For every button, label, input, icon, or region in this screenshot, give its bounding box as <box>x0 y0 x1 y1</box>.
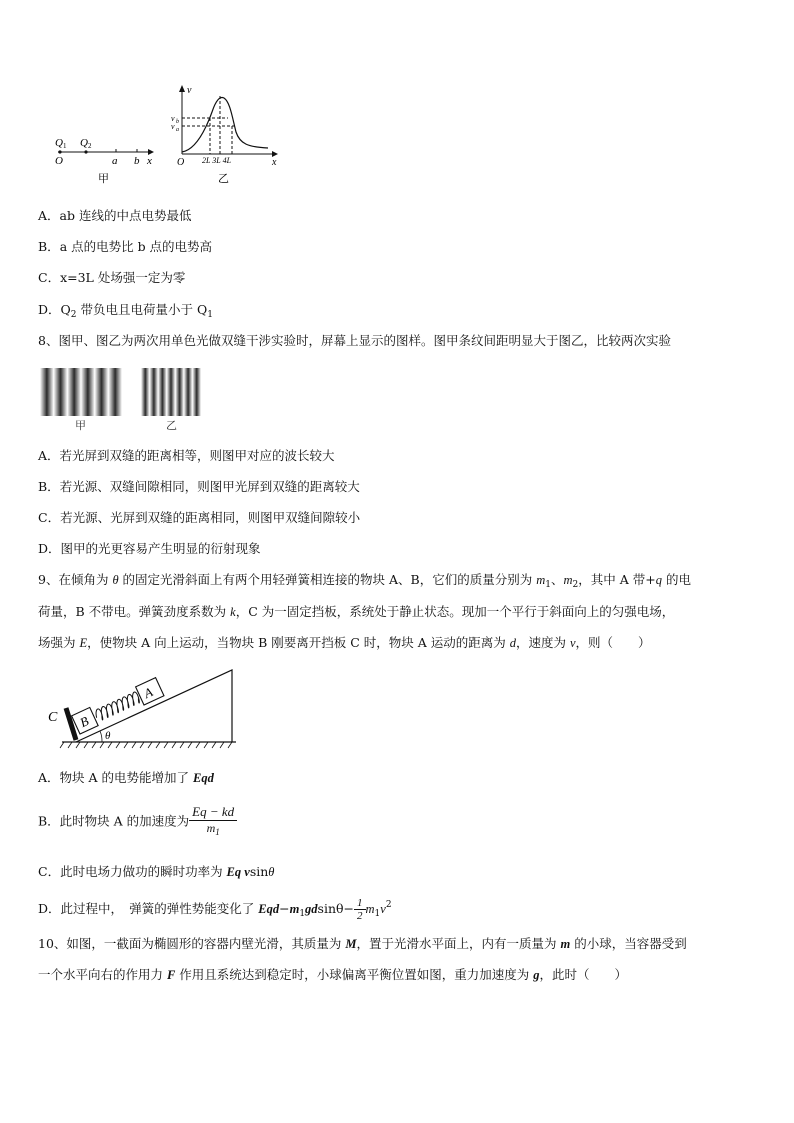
x-axis-label: x <box>272 157 277 168</box>
block-b-label: B <box>77 713 91 731</box>
incline-spring-figure <box>40 664 240 750</box>
fringe <box>184 368 193 416</box>
q8-stem: 8、图甲、图乙为两次用单色光做双缝干涉实验时，屏幕上显示的图样。图甲条纹间距明显大于图乙，比较两次实验 <box>38 333 671 348</box>
q8-option-b: B．若光源、双缝间隙相同，则图甲光屏到双缝的距离较大 <box>38 479 360 494</box>
fringe <box>192 368 201 416</box>
q9-stem-line3: 场强为 E，使物块 A 向上运动，当物块 B 刚要离开挡板 C 时，物块 A 运动的距离为 d，速度为 v，则（ ） <box>38 635 651 650</box>
point-a-label: a <box>112 155 118 167</box>
fringe <box>167 368 176 416</box>
q7-option-b: B．a 点的电势比 b 点的电势高 <box>38 239 213 254</box>
q9-stem-line2: 荷量，B 不带电。弹簧劲度系数为 k，C 为一固定挡板，系统处于静止状态。现加一个平行于斜面向上的匀强电场， <box>38 604 675 619</box>
v-axis-label: v <box>187 85 192 96</box>
fringe <box>158 368 167 416</box>
figure-jia-charges <box>50 130 160 186</box>
caption-yi: 乙 <box>166 419 177 432</box>
origin-label: O <box>55 155 63 167</box>
interference-pattern-jia <box>40 368 122 416</box>
svg-text:v: v <box>171 122 175 131</box>
caption-jia: 甲 <box>98 173 109 185</box>
q10-stem-line1: 10、如图，一截面为椭圆形的容器内壁光滑，其质量为 M，置于光滑水平面上，内有一质量为 m 的小球，当容器受到 <box>38 936 687 951</box>
q9-option-d: D．此过程中， 弹簧的弹性势能变化了 $Eqd-m_1gdsin\theta-$ $\frac{1}{2}$ $m_1v^2$ <box>38 897 392 922</box>
fringe <box>81 368 95 416</box>
caption-jia: 甲 <box>75 419 86 432</box>
half-fraction: $\frac{1}{2}$ <box>354 897 366 922</box>
q2-label: Q <box>80 137 88 149</box>
q7-option-a: A．ab 连线的中点电势最低 <box>38 208 192 223</box>
block-a-label: A <box>141 684 155 702</box>
fringe <box>150 368 159 416</box>
q8-option-a: A．若光屏到双缝的距离相等，则图甲对应的波长较大 <box>38 448 335 463</box>
angle-theta-label: θ <box>105 730 111 742</box>
x-axis-label: x <box>147 155 152 167</box>
q9-option-c: C．此时电场力做功的瞬时功率为 Eq vsinθ <box>38 864 275 879</box>
baffle-c-label: C <box>48 710 58 725</box>
fringe <box>141 368 150 416</box>
q7-option-c: C．x=3L 处场强一定为零 <box>38 270 186 285</box>
acceleration-fraction: $\frac{Eq - kd}{m_1}$ <box>189 804 237 840</box>
fringe <box>40 368 54 416</box>
fringe <box>175 368 184 416</box>
tick-labels: 2L 3L 4L <box>202 156 232 165</box>
fringe <box>95 368 109 416</box>
figure-yi-velocity-graph <box>168 82 283 186</box>
point-b-label: b <box>134 155 140 167</box>
svg-text:a: a <box>176 127 179 133</box>
caption-yi: 乙 <box>218 173 229 185</box>
interference-pattern-yi <box>141 368 201 416</box>
fringe <box>54 368 68 416</box>
q9-option-b: B．此时物块 A 的加速度为 $\frac{Eq - kd}{m_1}$ <box>38 804 237 840</box>
q8-option-c: C．若光源、光屏到双缝的距离相同，则图甲双缝间隙较小 <box>38 510 361 525</box>
origin-label: O <box>177 157 185 168</box>
q1-label: Q <box>55 137 63 149</box>
fringe <box>67 368 81 416</box>
fringe <box>108 368 122 416</box>
svg-text:v: v <box>171 114 175 123</box>
svg-text:2: 2 <box>88 142 92 150</box>
q9-stem-line1: 9、在倾角为 θ 的固定光滑斜面上有两个用轻弹簧相连接的物块 A、B，它们的质量分别为 $m_1$、$m_2$，其中 A 带+q 的电 <box>38 572 691 590</box>
svg-text:b: b <box>176 119 179 125</box>
q7-option-d: D．$Q_2$ 带负电且电荷量小于 $Q_1$ <box>38 302 213 320</box>
q9-option-a: A．物块 A 的电势能增加了 Eqd <box>38 770 214 785</box>
q8-option-d: D．图甲的光更容易产生明显的衍射现象 <box>38 541 261 556</box>
q10-stem-line2: 一个水平向右的作用力 F 作用且系统达到稳定时，小球偏离平衡位置如图，重力加速度为 g，此时（ ） <box>38 967 628 982</box>
svg-text:1: 1 <box>63 142 67 150</box>
